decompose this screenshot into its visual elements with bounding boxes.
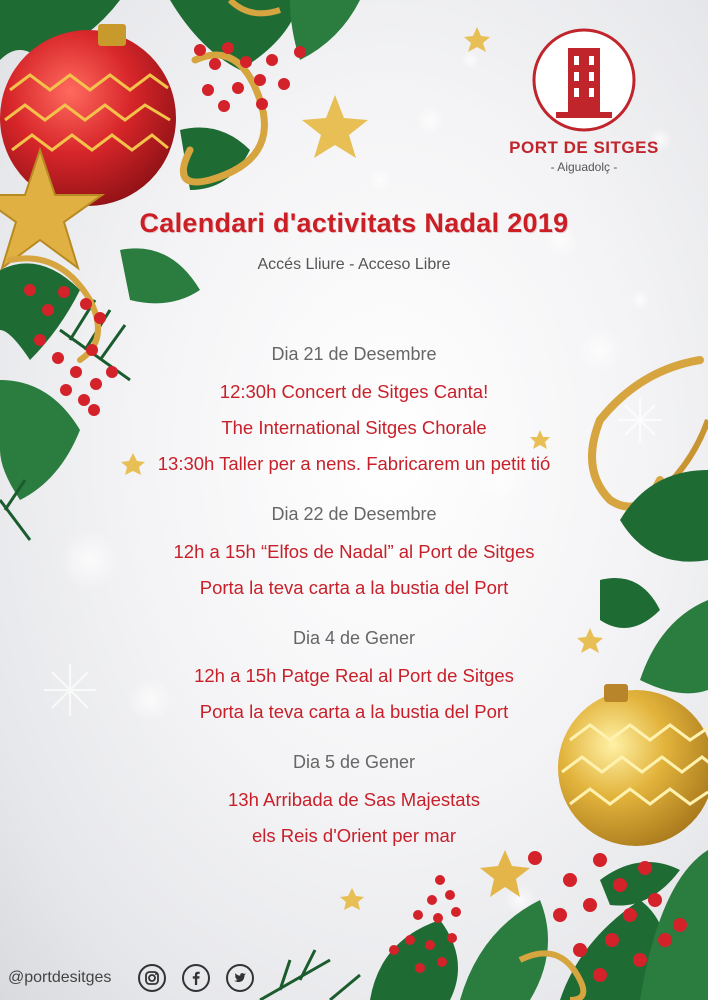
- event-line: 13h Arribada de Sas Majestats: [228, 789, 480, 810]
- pine-branch-bottom: [260, 950, 360, 1000]
- event-line: 13:30h Taller per a nens. Fabricarem un petit tió: [157, 453, 551, 474]
- event-line: 12:30h Concert de Sitges Canta!: [219, 381, 489, 402]
- lighthouse-tower-icon: [530, 26, 638, 134]
- event-day: Dia 4 de Gener: [292, 628, 416, 648]
- event-dec-21: [0, 342, 708, 482]
- poster-subtitle: Accés Lliure - Acceso Libre: [257, 256, 451, 273]
- poster-title: Calendari d'activitats Nadal 2019: [139, 208, 569, 238]
- gold-star: [340, 888, 364, 910]
- logo-name: PORT DE SITGES: [509, 138, 659, 157]
- logo-subtitle: - Aiguadolç -: [550, 160, 618, 174]
- gold-star: [302, 95, 368, 158]
- twitter-icon[interactable]: [226, 964, 254, 992]
- event-line: els Reis d'Orient per mar: [251, 825, 456, 846]
- event-line: Porta la teva carta a la bustia del Port: [199, 577, 509, 598]
- event-line: Porta la teva carta a la bustia del Port: [199, 701, 509, 722]
- event-day: Dia 21 de Desembre: [271, 344, 437, 364]
- event-line: 12h a 15h “Elfos de Nadal” al Port de Sitges: [173, 541, 535, 562]
- social-handle: @portdesitges: [8, 969, 112, 986]
- event-day: Dia 5 de Gener: [292, 752, 416, 772]
- event-jan-4: [0, 626, 708, 730]
- port-de-sitges-logo: [490, 26, 678, 174]
- event-dec-22: [0, 502, 708, 606]
- event-jan-5: [0, 750, 708, 854]
- gold-star: [464, 27, 490, 52]
- event-line: 12h a 15h Patge Real al Port de Sitges: [194, 665, 514, 686]
- facebook-icon[interactable]: [182, 964, 210, 992]
- instagram-icon[interactable]: [138, 964, 166, 992]
- event-line: The International Sitges Chorale: [221, 417, 487, 438]
- events-list: [0, 342, 708, 874]
- red-ornament: [0, 24, 176, 206]
- event-day: Dia 22 de Desembre: [271, 504, 437, 524]
